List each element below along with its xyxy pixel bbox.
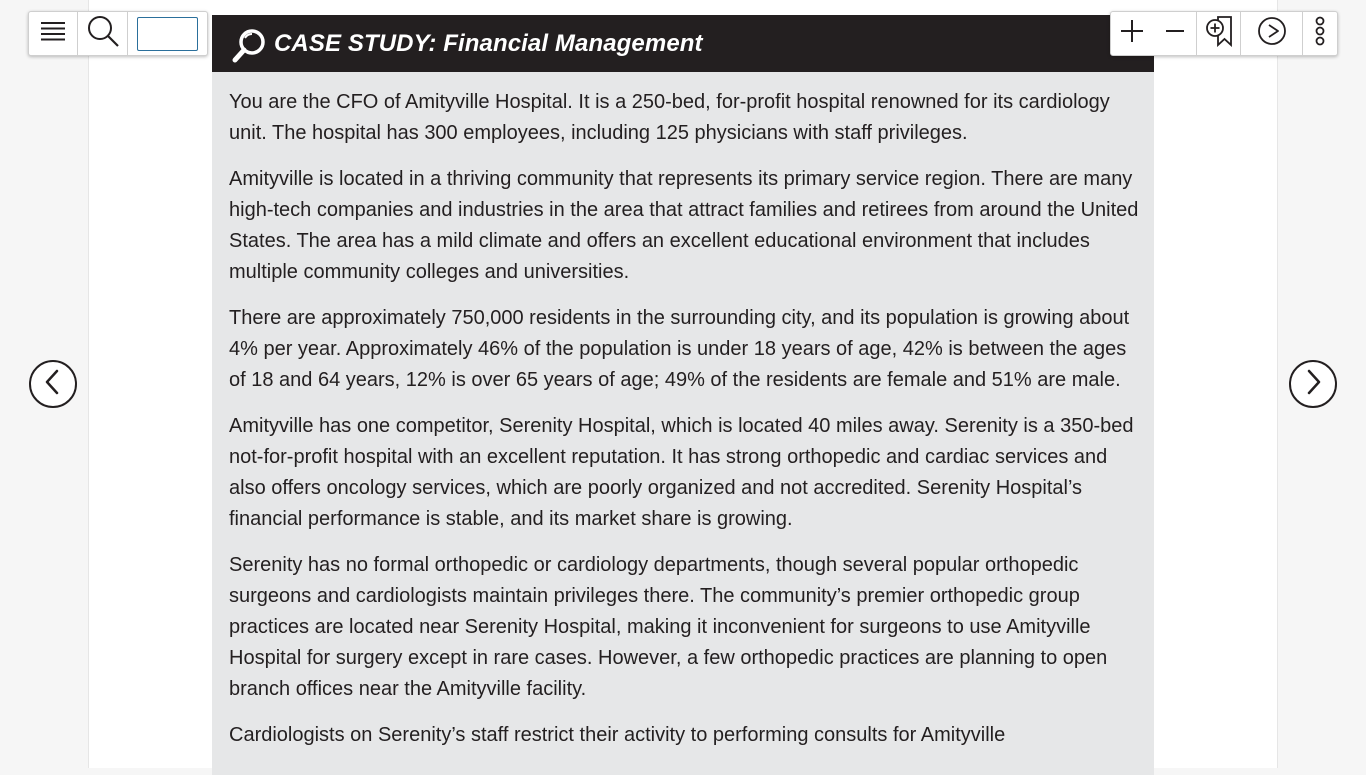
chevron-right-icon [1303,369,1323,400]
zoom-in-button[interactable] [1111,19,1154,48]
add-bookmark-button[interactable] [1197,12,1241,55]
zoom-out-button[interactable] [1154,21,1197,46]
previous-page-button[interactable] [29,360,77,408]
page-input-container [128,12,207,55]
add-bookmark-icon [1204,15,1234,52]
case-study-body [212,72,1154,751]
menu-button[interactable] [29,12,78,55]
play-icon [1257,16,1287,51]
search-button[interactable] [78,12,128,55]
case-study-title: CASE STUDY: Financial Management [274,29,703,57]
right-toolbar [1110,11,1338,56]
case-paragraph: Amityville has one competitor, Serenity Hospital, which is located 40 miles away. Serenity is a 350-bed not-for-profit hospital with an excellent reputation. It has strong orthopedic and cardiac services and also offers oncology services, which are poorly organized and not accredited. Serenity Hospital’s financial performance is stable, and its market share is growing. [229,415,1134,530]
case-paragraph: Serenity has no formal orthopedic or cardiology departments, though several popular orthopedic surgeons and cardiologists maintain privileges there. The community’s premier orthopedic group practices are located near Serenity Hospital, making it inconvenient for surgeons to use Amityville Hospital for surgery except in rare cases. However, a few orthopedic practices are planning to open branch offices near the Amityville facility. [229,554,1108,700]
chevron-left-icon [43,369,63,400]
next-page-button[interactable] [1289,360,1337,408]
case-study-box [212,15,1154,775]
zoom-controls [1111,12,1197,55]
magnifier-icon [230,27,268,65]
search-icon [86,14,120,53]
case-paragraph: Amityville is located in a thriving community that represents its primary service region. There are many high-tech companies and industries in the area that attract families and retirees from around the United States. The area has a mild climate and offers an excellent educational environment that includes multiple community colleges and universities. [229,168,1139,283]
play-button[interactable] [1241,12,1303,55]
case-paragraph: You are the CFO of Amityville Hospital. It is a 250-bed, for-profit hospital renowned for its cardiology unit. The hospital has 300 employees, including 125 physicians with staff privileges. [229,91,1110,144]
more-vertical-icon [1314,16,1326,51]
left-toolbar [28,11,208,56]
minus-icon [1165,21,1185,46]
case-study-header [212,15,1154,72]
case-paragraph: Cardiologists on Serenity’s staff restrict their activity to performing consults for Amityville [229,724,1006,746]
hamburger-menu-icon [40,20,66,47]
plus-icon [1120,19,1144,48]
more-options-button[interactable] [1303,12,1337,55]
page-number-input[interactable] [137,17,198,51]
case-paragraph: There are approximately 750,000 residents in the surrounding city, and its population is growing about 4% per year. Approximately 46% of the population is under 18 years of age, 42% is between the ages of 18 and 64 years, 12% is over 65 years of age; 49% of the residents are female and 51% are male. [229,307,1130,391]
